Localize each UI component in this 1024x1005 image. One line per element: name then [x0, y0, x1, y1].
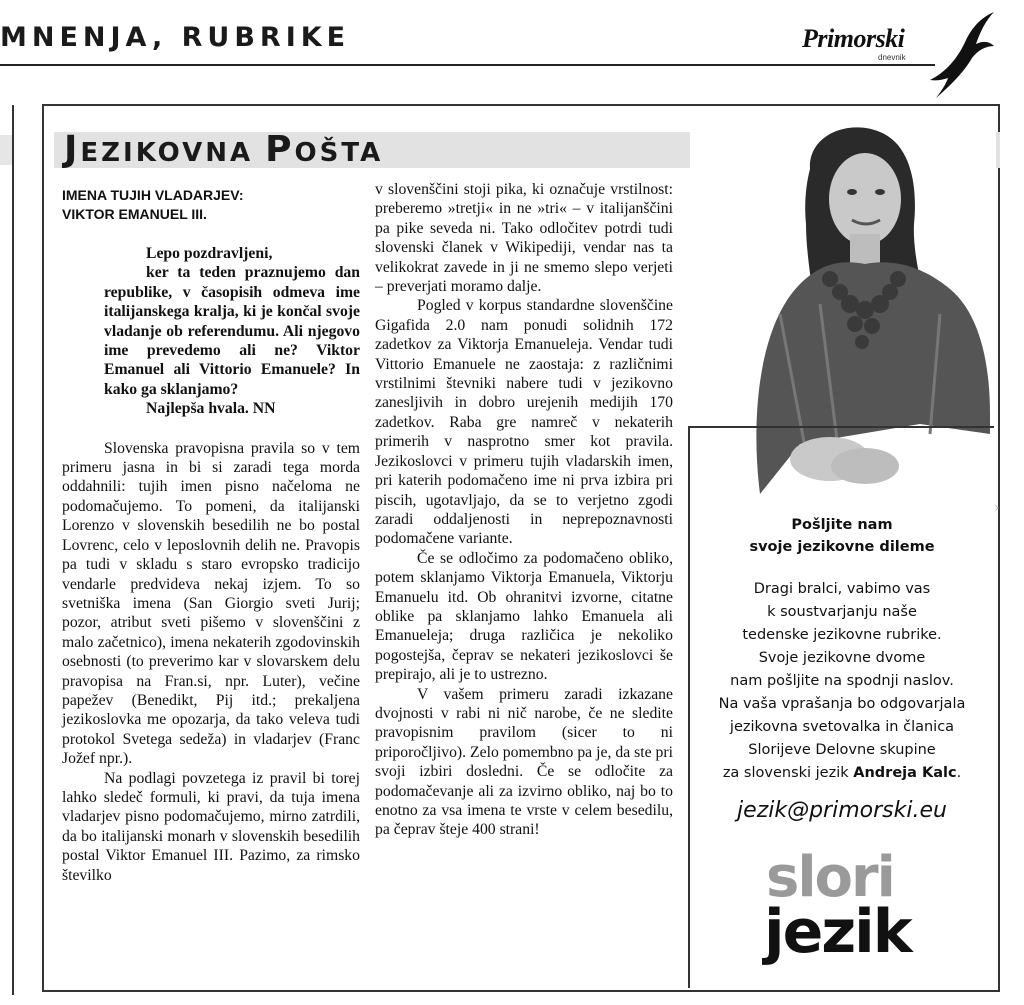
sidebar-line: nam pošljite na spodnji naslov. [730, 673, 954, 689]
sidebar-line: Slorijeve Delovne skupine [748, 742, 936, 758]
article-paragraph: V vašem primeru zaradi izkazane dvojnosti v rabi ni nič narobe, če ne sledite pravopisnim pravilom (sicer to ni priporočljivo). Zelo pomembno pa je, da ste pri svoji izbiri dosledni. Če se odločite za podomačevanje ali za izvirno obliko, naj bo to enotno za vsa imena te vrste v celem besedilu, pa čeprav šteje 400 strani! [375, 685, 673, 839]
sidebar-line: k soustvarjanju naše [767, 604, 917, 620]
author-suffix: . [956, 765, 962, 781]
section-title: MNENJA, RUBRIKE [0, 22, 351, 53]
reader-letter [62, 244, 360, 419]
sidebar-box [688, 426, 994, 988]
rubric-initial-2: P [265, 129, 295, 170]
slori-logo-bottom: jezik [764, 897, 911, 967]
article-headline [62, 186, 360, 224]
letter-signoff: Najlepša hvala. NN [146, 400, 276, 418]
article-paragraph: Pogled v korpus standardne slovenščine Gigafida 2.0 nam ponudi solidnih 172 zadetkov za Viktorja Emanueleja. Vendar tudi Vittorio Emanuele ne zaostaja: z različnimi vrstilnimi števniki nabere tudi v jezikovno zanesljivih in dobro urejenih medijih 170 zadetkov. Raba gre namreč v nekaterih primerih v nasprotno smer kot pravila. Jezikoslovci v primeru tujih vladarskih imen, pri katerih podomačeno ime ni prva izbira pri piscih, ugotavljajo, da se to verjetno zgodi zaradi oddaljenosti in neprepoznavnosti podomačene variante. [375, 297, 673, 548]
headline-line-1: IMENA TUJIH VLADARJEV: [62, 187, 244, 203]
article-paragraph: Na podlagi povzetega iz pravil bi torej lahko sledeč formuli, ki pravi, da tuja imena vladarjev pisno podomačujemo, mirno zatrdili, da bo italijanski monarh v slovenskih besedilih postal Viktor Emanuel III. Pazimo, za rimsko številko [62, 769, 360, 884]
slori-jezik-logo[interactable] [750, 845, 950, 978]
sidebar-line: Na vaša vprašanja bo odgovarjala [718, 696, 966, 712]
logo-sub: dnevnik [878, 53, 906, 62]
sidebar-line: za slovenski jezik [722, 765, 854, 781]
sidebar-line: Dragi bralci, vabimo vas [753, 581, 931, 597]
sidebar-title [690, 514, 994, 558]
letter-question: ker ta teden praznujemo dan republike, v časopisih odmeva ime italijanskega kralja, ki je končal svoje vladanje ob referendumu. Ali njegovo ime prevedemo ali ne? Viktor Emanuel ali Vittorio Emanuele? In kako ga sklanjamo? [104, 264, 360, 398]
slori-logo-top: slori [766, 845, 894, 910]
rubric-title [64, 129, 384, 170]
sidebar-line: tedenske jezikovne rubrike. [742, 627, 942, 643]
article-column-2 [375, 180, 673, 840]
sidebar-line: Svoje jezikovne dvome [758, 650, 926, 666]
sidebar-line-last [690, 762, 994, 785]
rubric-word-2: OŠTA [294, 138, 384, 168]
primorski-logo[interactable] [800, 10, 1020, 102]
rubric-word-1: EZIKOVNA [80, 138, 254, 168]
seagull-icon [928, 10, 998, 102]
adjacent-column-band [0, 135, 12, 165]
author-name: Andreja Kalc [853, 765, 957, 781]
sidebar-body [690, 578, 994, 785]
headline-line-2: VIKTOR EMANUEL III. [62, 206, 207, 222]
article-paragraph: Če se odločimo za podomačeno obliko, potem sklanjamo Viktorja Emanuela, Viktorju Emanuelu itd. Ob ohranitvi izvorne, citatne oblike pa sklanjamo lahko Emanuela ali Emanueleja; druga različica je nekoliko pogostejša, čeprav se nekateri jezikoslovci še prepirajo, ali je to ustrezno. [375, 549, 673, 684]
adjacent-column-edge [0, 105, 14, 995]
contact-email-link[interactable]: jezik@primorski.eu [737, 798, 947, 823]
sidebar-title-line-1: Pošljite nam [791, 517, 893, 533]
logo-name: Primorski [802, 24, 905, 53]
article-paragraph: Slovenska pravopisna pravila so v tem primeru jasna in bi si zaradi tega morda oddahnili: tujih imen pisno načeloma ne podomačujemo. To pomeni, da italijanski Lorenzo v slovenskih besedilih ne bo postal Lovrenc, celo v leposlovnih delih ne. Pravopis pa tudi v skladu s staro evropsko tradicijo vendarle predvideva nekaj izjem. To so svetniška imena (San Giorgio sveti Jurij; pozor, atribut sveti pišemo v slovenščini z malo začetnico), imena nekaterih zgodovinskih osebnosti (to preverimo kar v slovarskem delu pravopisa na Fran.si, npr. Luter), večine papežev (Benedikt, Pij itd.; prekaljena jezikoslovka me opozarja, da tako veleva tudi protokol Svetega sedeža) in vladarjev (Franc Jožef npr.). [62, 439, 360, 768]
article-paragraph: v slovenščini stoji pika, ki označuje vrstilnost: preberemo »tretji« in ne »tri« – v italijanščini pa pike seveda ni. Tako odločitev potrdi tudi slovenski članek v Wikipediji, vendar nas ta velikokrat zavede in ji ne smemo slepo verjeti – preverjati moramo dalje. [375, 181, 673, 296]
sidebar-title-line-2: svoje jezikovne dileme [749, 539, 935, 555]
article-column-1 [62, 180, 360, 885]
header-rule [0, 64, 935, 66]
rubric-initial-1: J [64, 129, 81, 170]
sidebar-line: jezikovna svetovalka in članica [729, 719, 955, 735]
letter-greeting: Lepo pozdravljeni, [146, 245, 273, 262]
page-edge-chevron-icon: › [994, 500, 1000, 516]
